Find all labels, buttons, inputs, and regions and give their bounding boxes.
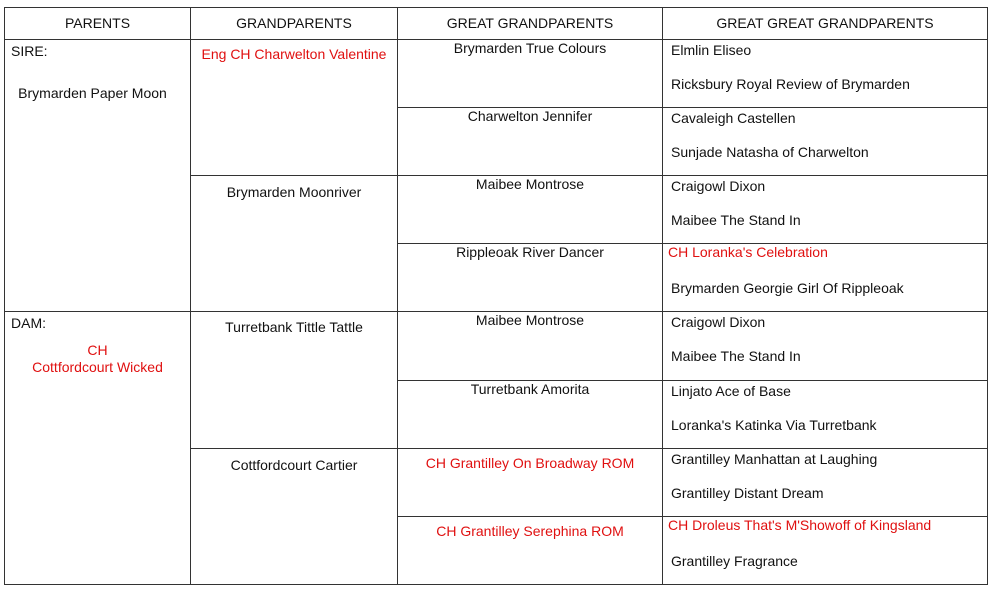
- gggp-11[interactable]: Linjato Ace of Base: [671, 382, 791, 399]
- gggp-group-1: [663, 40, 988, 108]
- gggp-9[interactable]: Craigowl Dixon: [671, 314, 766, 331]
- ggp-6[interactable]: Turretbank Amorita: [398, 380, 663, 448]
- dam-name-line2[interactable]: Cottfordcourt Wicked: [32, 359, 163, 376]
- gggp-group-4: [663, 244, 988, 312]
- gggp-4[interactable]: Sunjade Natasha of Charwelton: [671, 144, 869, 161]
- header-great-great-grandparents: GREAT GREAT GRANDPARENTS: [663, 8, 988, 40]
- ggp-8[interactable]: CH Grantilley Serephina ROM: [398, 516, 663, 584]
- dam-grandsire[interactable]: Turretbank Tittle Tattle: [191, 312, 398, 448]
- sire-cell: [5, 40, 191, 312]
- gggp-2[interactable]: Ricksbury Royal Review of Brymarden: [671, 76, 910, 93]
- gggp-group-2: [663, 108, 988, 176]
- gggp-15[interactable]: CH Droleus That's M'Showoff of Kingsland: [668, 516, 932, 533]
- ggp-2[interactable]: Charwelton Jennifer: [398, 108, 663, 176]
- gggp-7[interactable]: CH Loranka's Celebration: [668, 244, 828, 261]
- dam-name-line1[interactable]: CH: [87, 342, 108, 359]
- gggp-8[interactable]: Brymarden Georgie Girl Of Rippleoak: [671, 280, 904, 297]
- ggp-5[interactable]: Maibee Montrose: [398, 312, 663, 380]
- gggp-group-7: [663, 448, 988, 516]
- header-grandparents: GRANDPARENTS: [191, 8, 398, 40]
- header-row: [5, 8, 988, 40]
- pedigree-table: [4, 7, 988, 585]
- dam-label: DAM:: [11, 315, 46, 332]
- dam-granddam[interactable]: Cottfordcourt Cartier: [191, 448, 398, 584]
- sire-name[interactable]: Brymarden Paper Moon: [18, 85, 167, 102]
- header-great-grandparents: GREAT GRANDPARENTS: [398, 8, 663, 40]
- sire-grandsire[interactable]: Eng CH Charwelton Valentine: [191, 40, 398, 176]
- sire-label: SIRE:: [11, 43, 48, 60]
- dam-cell: [5, 312, 191, 585]
- gggp-14[interactable]: Grantilley Distant Dream: [671, 484, 824, 501]
- gggp-group-6: [663, 380, 988, 448]
- gggp-13[interactable]: Grantilley Manhattan at Laughing: [671, 450, 878, 467]
- gggp-16[interactable]: Grantilley Fragrance: [671, 552, 798, 569]
- gggp-10[interactable]: Maibee The Stand In: [671, 348, 801, 365]
- header-parents: PARENTS: [5, 8, 191, 40]
- gggp-5[interactable]: Craigowl Dixon: [671, 178, 766, 195]
- gggp-group-8: [663, 516, 988, 584]
- gggp-group-3: [663, 176, 988, 244]
- gggp-6[interactable]: Maibee The Stand In: [671, 212, 801, 229]
- gggp-1[interactable]: Elmlin Eliseo: [671, 42, 752, 59]
- gggp-3[interactable]: Cavaleigh Castellen: [671, 110, 796, 127]
- gggp-group-5: [663, 312, 988, 380]
- sire-granddam[interactable]: Brymarden Moonriver: [191, 176, 398, 312]
- ggp-7[interactable]: CH Grantilley On Broadway ROM: [398, 448, 663, 516]
- ggp-4[interactable]: Rippleoak River Dancer: [398, 244, 663, 312]
- ggp-1[interactable]: Brymarden True Colours: [398, 40, 663, 108]
- ggp-3[interactable]: Maibee Montrose: [398, 176, 663, 244]
- gggp-12[interactable]: Loranka's Katinka Via Turretbank: [671, 416, 877, 433]
